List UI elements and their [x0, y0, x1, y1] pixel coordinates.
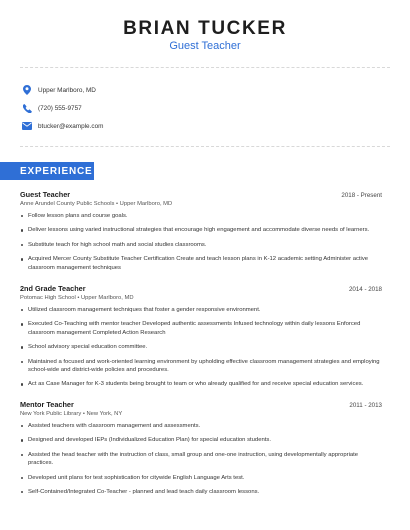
contact-divider	[20, 146, 390, 147]
job-bullet-list	[20, 212, 382, 272]
job-title: 2nd Grade Teacher	[20, 284, 86, 293]
contact-location	[22, 83, 96, 97]
candidate-name: BRIAN TUCKER	[123, 18, 287, 39]
job-bullet-list	[20, 306, 382, 389]
job-dates: 2011 - 2013	[349, 402, 382, 409]
list-item: Maintained a focused and work-oriented learning environment by upholding effective classroom management strategies and employing school-wide and district-wide policies and procedures.	[20, 358, 382, 375]
list-item: Acquired Mercer County Substitute Teacher Certification Create and teach lesson plans in K-12 academic setting Administer active classroom management techniques	[20, 255, 382, 272]
envelope-icon	[22, 121, 32, 131]
job-title: Mentor Teacher	[20, 400, 74, 409]
job-dates: 2014 - 2018	[348, 286, 382, 293]
job-organization: New York Public Library • New York, NY	[20, 411, 123, 417]
job-bullet-list	[20, 422, 382, 496]
list-item: Executed Co-Teaching with mentor teacher Developed authentic assessments Infused technology within daily lessons Enforced classroom management Completed Action Research	[20, 320, 382, 337]
location-pin-icon	[22, 85, 32, 95]
list-item: Utilized classroom management techniques that foster a gender responsive environment.	[20, 306, 382, 314]
contact-location-text: Upper Marlboro, MD	[38, 86, 96, 94]
contact-email-text[interactable]: btucker@example.com	[38, 122, 104, 130]
job-entry	[20, 190, 382, 278]
header-divider	[20, 67, 390, 68]
list-item: Deliver lessons using varied instructional strategies that encourage high engagement and accommodate diverse needs of learners.	[20, 226, 382, 234]
contact-phone-text: (720) 555-9757	[38, 104, 82, 112]
list-item: School advisory special education committee.	[20, 343, 382, 351]
job-organization: Anne Arundel County Public Schools • Upper Marlboro, MD	[20, 201, 173, 207]
list-item: Developed unit plans for test sophistication for citywide English Language Arts test.	[20, 474, 382, 482]
list-item: Self-Contained/Integrated Co-Teacher - planned and lead teach daily classroom lessons.	[20, 488, 382, 496]
job-organization: Potomac High School • Upper Marlboro, MD	[20, 295, 134, 301]
job-entry	[20, 400, 382, 502]
list-item: Act as Case Manager for K-3 students being brought to team or who already qualified for and receive special education services.	[20, 380, 382, 388]
experience-section-heading: EXPERIENCE	[0, 162, 94, 180]
phone-icon	[22, 103, 32, 113]
job-entry	[20, 284, 382, 395]
list-item: Designed and developed IEPs (Individualized Education Plan) for special education students.	[20, 436, 382, 444]
job-title: Guest Teacher	[20, 190, 71, 199]
job-dates: 2018 - Present	[341, 192, 382, 199]
list-item: Substitute teach for high school math and social studies classrooms.	[20, 241, 382, 249]
list-item: Follow lesson plans and course goals.	[20, 212, 382, 220]
contact-email	[22, 119, 103, 133]
candidate-title: Guest Teacher	[169, 40, 241, 52]
contact-phone	[22, 101, 82, 115]
list-item: Assisted the head teacher with the instruction of class, small group and one-one instruction, using developmentally appropriate practices.	[20, 451, 382, 468]
list-item: Assisted teachers with classroom management and assessments.	[20, 422, 382, 430]
